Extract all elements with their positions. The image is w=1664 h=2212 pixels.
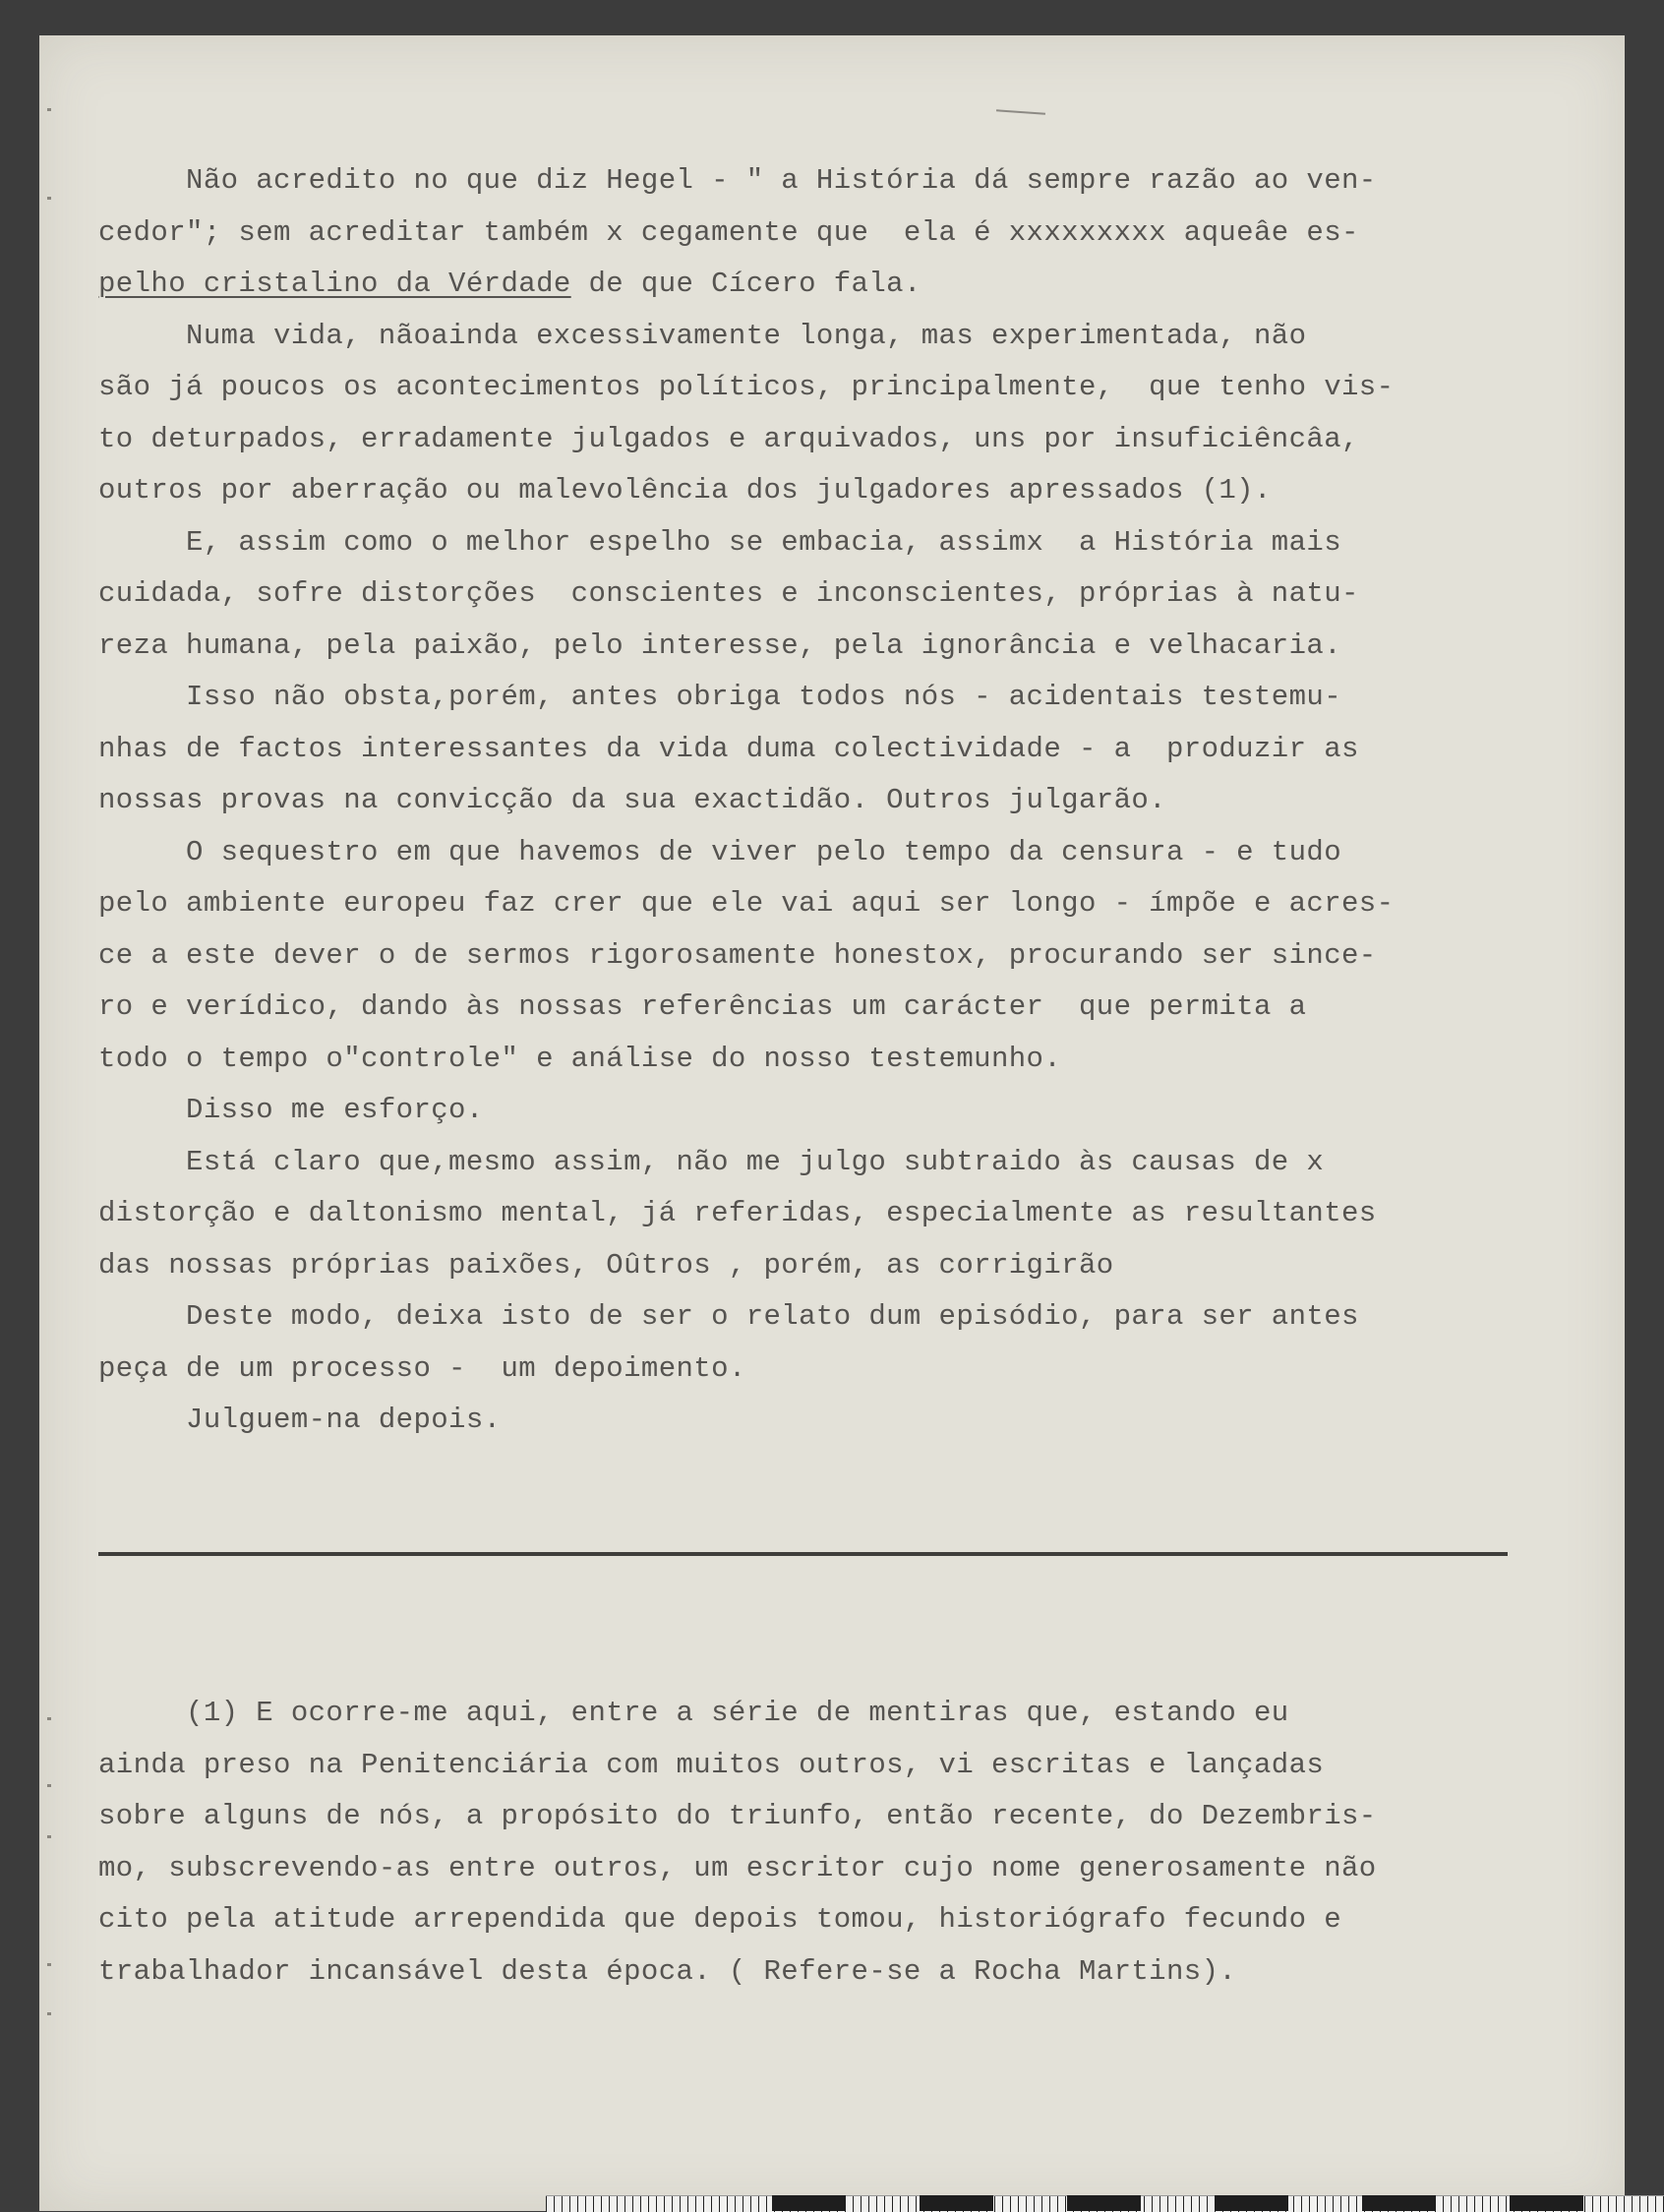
- text-line: ce a este dever o de sermos rigorosamente honestox, procurando ser since-: [98, 938, 1377, 972]
- text-line: Numa vida, nãoainda excessivamente longa, mas experimentada, não: [98, 319, 1307, 352]
- text-line: O sequestro em que havemos de viver pelo tempo da censura - e tudo: [98, 835, 1342, 868]
- text-line: E, assim como o melhor espelho se embacia, assimx a História mais: [98, 525, 1342, 559]
- text-line: das nossas próprias paixões, Oûtros , porém, as corrigirão: [98, 1248, 1114, 1282]
- text-line-suffix: de que Cícero fala.: [570, 268, 921, 300]
- scale-ruler-segment: [1215, 2195, 1288, 2211]
- footnote-divider: [98, 1552, 1508, 1556]
- footnote-line: mo, subscrevendo-as entre outros, um escritor cujo nome generosamente não: [98, 1851, 1377, 1884]
- text-line: nossas provas na convicção da sua exactidão. Outros julgarão.: [98, 784, 1166, 816]
- margin-mark: [47, 1963, 51, 1966]
- margin-mark: [47, 1835, 51, 1838]
- text-line: reza humana, pela paixão, pelo interesse, pela ignorância e velhacaria.: [98, 628, 1342, 662]
- text-line: Disso me esforço.: [98, 1094, 484, 1126]
- scale-ruler-segment: [1067, 2195, 1141, 2211]
- text-line: todo o tempo o"controle" e análise do nosso testemunho.: [98, 1042, 1062, 1075]
- text-line: Não acredito no que diz Hegel - " a História dá sempre razão ao ven-: [98, 164, 1377, 197]
- text-line: cedor"; sem acreditar também x cegamente que ela é xxxxxxxxx aqueâe es-: [98, 215, 1359, 249]
- scale-ruler-segment: [1362, 2195, 1436, 2211]
- scale-ruler-segment: [920, 2195, 993, 2211]
- main-text: [98, 155, 1554, 1447]
- text-line: Julguem-na depois.: [98, 1404, 502, 1436]
- margin-mark: [47, 197, 51, 200]
- text-line: Está claro que,mesmo assim, não me julgo subtraido às causas de x: [98, 1145, 1325, 1178]
- text-line: Deste modo, deixa isto de ser o relato dum episódio, para ser antes: [98, 1300, 1359, 1333]
- text-line: to deturpados, erradamente julgados e arquivados, uns por insuficiêncâa,: [98, 422, 1359, 455]
- text-line: outros por aberração ou malevolência dos julgadores apressados (1).: [98, 474, 1272, 507]
- text-line: cuidada, sofre distorções conscientes e inconscientes, próprias à natu-: [98, 577, 1359, 610]
- margin-mark: [47, 1717, 51, 1720]
- text-line: nhas de factos interessantes da vida duma colectividade - a produzir as: [98, 732, 1359, 765]
- footnote-line: sobre alguns de nós, a propósito do triunfo, então recente, do Dezembris-: [98, 1800, 1377, 1832]
- footnote-line: trabalhador incansável desta época. ( Refere-se a Rocha Martins).: [98, 1954, 1237, 1988]
- text-line: [98, 259, 1554, 311]
- scale-ruler-segment: [772, 2195, 846, 2211]
- footnote-line: cito pela atitude arrependida que depois tomou, historiógrafo fecundo e: [98, 1903, 1342, 1936]
- margin-mark: [47, 2012, 51, 2015]
- footnote-line: (1) E ocorre-me aqui, entre a série de mentiras que, estando eu: [98, 1697, 1289, 1729]
- text-line: pelo ambiente europeu faz crer que ele vai aqui ser longo - ímpõe e acres-: [98, 887, 1395, 920]
- underlined-phrase: pelho cristalino da Vérdade: [98, 268, 571, 300]
- text-line: distorção e daltonismo mental, já referidas, especialmente as resultantes: [98, 1197, 1377, 1229]
- text-line: são já poucos os acontecimentos políticos, principalmente, que tenho vis-: [98, 371, 1395, 403]
- text-line: peça de um processo - um depoimento.: [98, 1351, 746, 1385]
- margin-mark: [47, 108, 51, 111]
- scale-ruler-segment: [1510, 2195, 1583, 2211]
- margin-mark: [47, 1784, 51, 1787]
- footnote-text: [98, 1688, 1554, 1998]
- text-line: Isso não obsta,porém, antes obriga todos nós - acidentais testemu-: [98, 681, 1342, 713]
- text-line: ro e verídico, dando às nossas referências um carácter que permita a: [98, 990, 1307, 1023]
- footnote-line: ainda preso na Penitenciária com muitos outros, vi escritas e lançadas: [98, 1748, 1325, 1781]
